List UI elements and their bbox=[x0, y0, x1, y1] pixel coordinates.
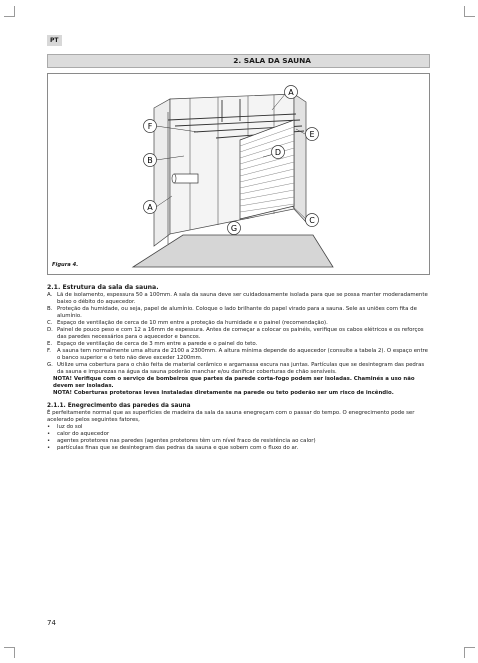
item-letter: A. bbox=[47, 292, 53, 298]
item-letter: D. bbox=[47, 327, 53, 333]
callout-E bbox=[306, 128, 319, 141]
figure-sauna-structure bbox=[47, 73, 430, 275]
bullet-text: calor do aquecedor bbox=[57, 431, 110, 437]
right-wall bbox=[294, 94, 306, 222]
bullet-text: partículas finas que se desintegram das pedras da sauna e que sobem com o fluxo do ar. bbox=[57, 445, 299, 451]
item-letter: B. bbox=[47, 306, 53, 312]
note-fire-department: NOTA! Verifique com o serviço de bombeiros que partes da parede corta-fogo podem ser isoladas. Chaminés a uso não devem ser isoladas. bbox=[53, 376, 415, 389]
list-item bbox=[47, 327, 430, 341]
item-letter: E. bbox=[47, 341, 53, 347]
bullet-item bbox=[47, 445, 430, 452]
item-text: Espaço de ventilação de cerca de 10 mm entre a proteção da humidade e o painel (recomendação). bbox=[57, 320, 328, 326]
list-item bbox=[47, 306, 430, 320]
callout-B bbox=[144, 154, 157, 167]
crop-mark bbox=[4, 647, 15, 658]
item-letter: C. bbox=[47, 320, 53, 326]
figure-caption: Figura 4. bbox=[52, 262, 79, 268]
bullet-text: agentes protetores nas paredes (agentes protetores têm um nível fraco de resistência ao calor) bbox=[57, 438, 316, 444]
bullet-icon: • bbox=[47, 438, 51, 444]
note-fire-risk: NOTA! Coberturas protetoras leves instaladas diretamente na parede ou teto poderão ser um risco de incêndio. bbox=[53, 390, 394, 396]
section-title: 2. SALA DA SAUNA bbox=[47, 54, 430, 68]
language-tag: PT bbox=[47, 35, 62, 46]
page-number: 74 bbox=[47, 619, 56, 627]
item-text: Proteção da humidade, ou seja, papel de alumínio. Coloque o lado brilhante do papel virado para a sauna. Sele as uniões com fita de alumínio. bbox=[57, 306, 417, 319]
crop-mark bbox=[464, 6, 475, 17]
item-letter: F. bbox=[47, 348, 51, 354]
item-text: Painel de pouco peso e com 12 a 16mm de espessura. Antes de começar a colocar os painéis, verifique os cabos elétricos e os reforços das paredes necessários para o aquecedor e bancos. bbox=[57, 327, 424, 340]
bullet-icon: • bbox=[47, 424, 51, 430]
callout-A-top bbox=[285, 86, 298, 99]
floor bbox=[133, 235, 333, 267]
item-letter: G. bbox=[47, 362, 53, 368]
svg-text:G: G bbox=[230, 224, 238, 233]
callout-F bbox=[144, 120, 157, 133]
section-heading-2-1-1: 2.1.1. Enegrecimento das paredes da sauna bbox=[47, 403, 191, 409]
bullet-icon: • bbox=[47, 431, 51, 437]
bullet-text: luz do sol bbox=[57, 424, 83, 430]
list-item bbox=[47, 362, 430, 376]
body-text bbox=[47, 284, 430, 452]
item-text: Lã de isolamento, espessura 50 a 100mm. A sala da sauna deve ser cuidadosamente isolada para que se possa manter moderadamente baixo o débito do aquecedor. bbox=[57, 292, 428, 305]
svg-text:E: E bbox=[309, 130, 315, 139]
bullet-item bbox=[47, 431, 430, 438]
callout-G bbox=[228, 222, 241, 235]
svg-text:F: F bbox=[147, 122, 153, 131]
callout-C bbox=[306, 214, 319, 227]
item-text: Utilize uma cobertura para o chão feita de material cerâmico e argamassa escura nas juntas. Partículas que se desintegram das pedras da sauna e impurezas na água da sauna poderão manchar e/ou danificar coberturas de chão sensíveis. bbox=[57, 362, 425, 375]
crop-mark bbox=[4, 6, 15, 17]
svg-text:A: A bbox=[288, 88, 294, 97]
svg-text:C: C bbox=[309, 216, 315, 225]
intro-paragraph: É perfeitamente normal que as superfícies de madeira da sala da sauna enegreçam com o passar do tempo. O enegrecimento pode ser acelerado pelos seguintes fatores, bbox=[47, 410, 415, 423]
insulation-roll bbox=[174, 174, 198, 183]
svg-text:A: A bbox=[147, 203, 153, 212]
left-wall bbox=[154, 99, 170, 246]
item-text: A sauna tem normalmente uma altura de 2100 a 2300mm. A altura mínima depende do aquecedor (consulte a tabela 2). O espaço entre o banco superior e o teto não deve exceder 1200mm. bbox=[57, 348, 428, 361]
svg-text:B: B bbox=[147, 156, 153, 165]
bullet-item bbox=[47, 424, 430, 431]
section-heading-2-1: 2.1. Estrutura da sala da sauna. bbox=[47, 284, 159, 291]
callout-D bbox=[272, 146, 285, 159]
bullet-item bbox=[47, 438, 430, 445]
callout-A-bottom bbox=[144, 201, 157, 214]
crop-mark bbox=[464, 647, 475, 658]
list-item bbox=[47, 341, 430, 348]
list-item bbox=[47, 320, 430, 327]
list-item bbox=[47, 292, 430, 306]
bullet-icon: • bbox=[47, 445, 51, 451]
svg-text:D: D bbox=[274, 148, 282, 157]
item-text: Espaço de ventilação de cerca de 3 mm entre a parede e o painel do teto. bbox=[57, 341, 258, 347]
list-item bbox=[47, 348, 430, 362]
sauna-illustration bbox=[48, 74, 429, 274]
